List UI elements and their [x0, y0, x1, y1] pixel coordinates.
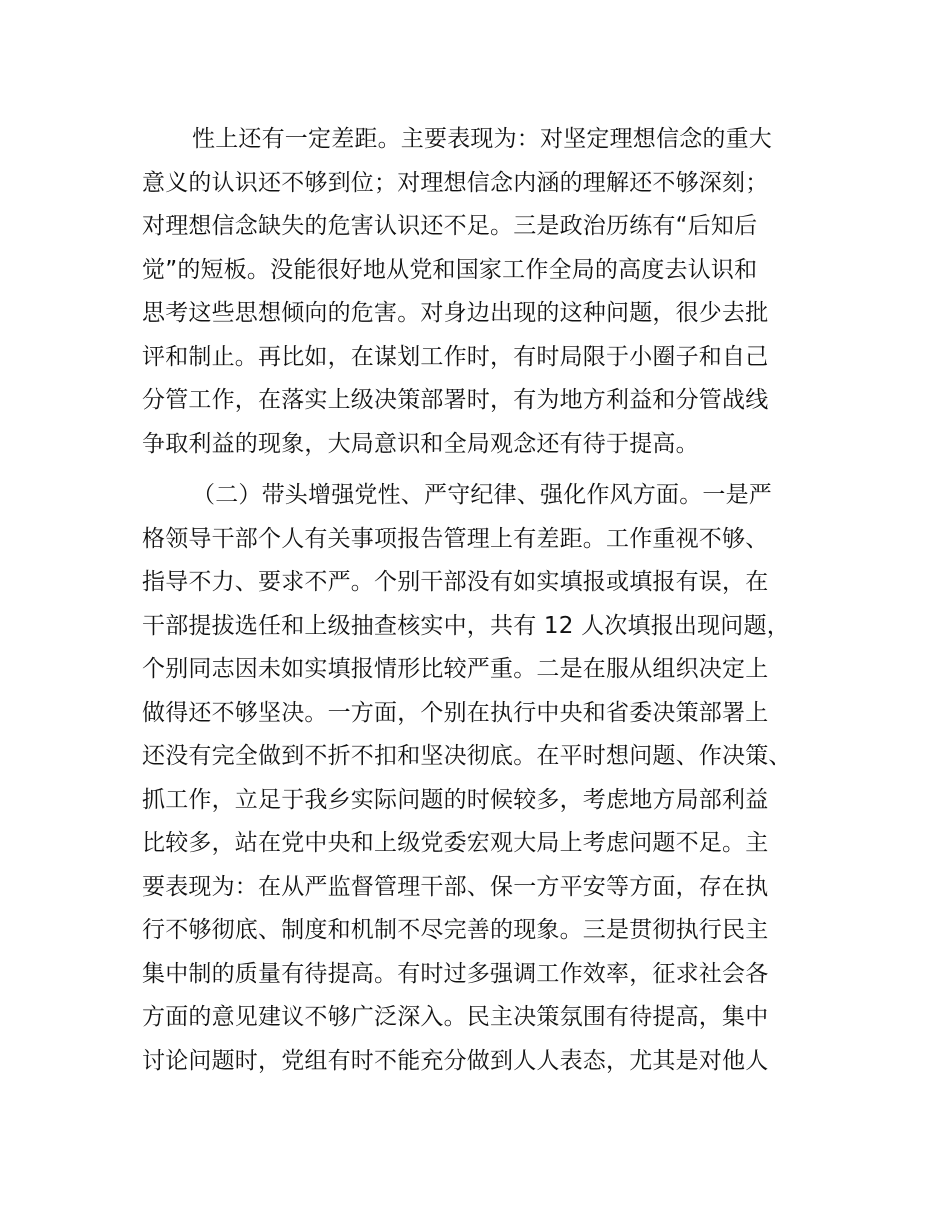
text-line: 方面的意见建议不够广泛深入。民主决策氛围有待提高，集中 [142, 1004, 769, 1030]
section-heading-line: （二）带头增强党性、严守纪律、强化作风方面。一是严 [192, 482, 772, 508]
text-line: 争取利益的现象，大局意识和全局观念还有待于提高。 [142, 430, 699, 457]
text-line: 抓工作，立足于我乡实际问题的时候较多，考虑地方局部利益 [142, 786, 769, 813]
text-line: 行不够彻底、制度和机制不尽完善的现象。三是贯彻执行民主 [142, 917, 769, 943]
text-line: 思考这些思想倾向的危害。对身边出现的这种问题，很少去批 [142, 300, 769, 326]
text-line: 分管工作，在落实上级决策部署时，有为地方利益和分管战线 [142, 387, 769, 413]
text-line: 集中制的质量有待提高。有时过多强调工作效率，征求社会各 [142, 960, 769, 987]
text-line: 做得还不够坚决。一方面，个别在执行中央和省委决策部署上 [142, 699, 769, 726]
paragraph-ideals-beliefs [142, 118, 842, 466]
text-line: 干部提拔选任和上级抽查核实中，共有 12 人次填报出现问题， [142, 612, 790, 639]
text-line: 对理想信念缺失的危害认识还不足。三是政治历练有“后知后 [142, 213, 758, 239]
text-line: 比较多，站在党中央和上级党委宏观大局上考虑问题不足。主 [142, 830, 769, 856]
text-line: 讨论问题时，党组有时不能充分做到人人表态，尤其是对他人 [142, 1047, 769, 1074]
text-line: 要表现为：在从严监督管理干部、保一方平安等方面，存在执 [142, 873, 769, 900]
text-line: 还没有完全做到不折不扣和坚决彻底。在平时想问题、作决策、 [142, 743, 792, 769]
paragraph-party-discipline [142, 474, 842, 1083]
text-line: 性上还有一定差距。主要表现为：对坚定理想信念的重大 [192, 126, 772, 152]
text-line: 格领导干部个人有关事项报告管理上有差距。工作重视不够、 [142, 525, 769, 552]
text-line: 觉”的短板。没能很好地从党和国家工作全局的高度去认识和 [142, 256, 758, 283]
text-line: 个别同志因未如实填报情形比较严重。二是在服从组织决定上 [142, 656, 769, 682]
text-line: 意义的认识还不够到位；对理想信念内涵的理解还不够深刻； [142, 169, 769, 196]
text-line: 评和制止。再比如，在谋划工作时，有时局限于小圈子和自己 [142, 343, 769, 370]
text-line: 指导不力、要求不严。个别干部没有如实填报或填报有误，在 [142, 569, 769, 595]
